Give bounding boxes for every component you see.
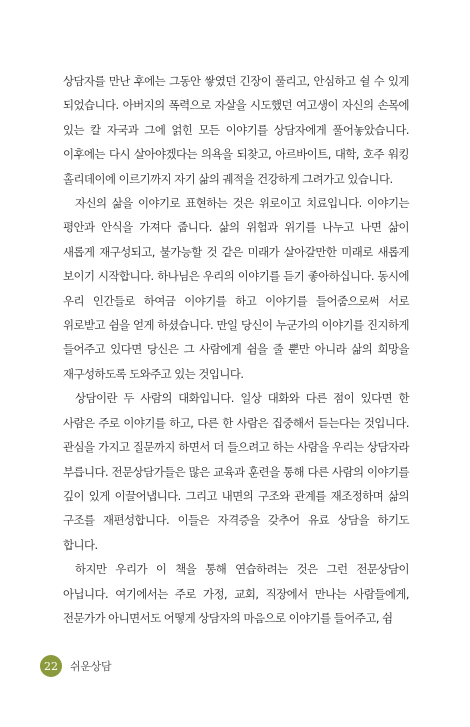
- paragraph-4: 하지만 우리가 이 책을 통해 연습하려는 것은 그런 전문상담이 아닙니다. 여기에서는 주로 가정, 교회, 직장에서 만나는 사람들에게, 전문가가 아니면서도 어떻게 상담자의 마음으로 이야기를 들어주고, 쉼: [63, 562, 409, 625]
- page-body: [63, 69, 409, 630]
- paragraph-1: 상담자를 만난 후에는 그동안 쌓였던 긴장이 풀리고, 안심하고 쉴 수 있게 되었습니다. 아버지의 폭력으로 자살을 시도했던 여고생이 자신의 손목에 있는 칼 자국과 그에 얽힌 모든 이야기를 상담자에게 풀어놓았습니다. 이후에는 다시 살아야겠다는 의욕을 되찾고, 아르바이트, 대학, 호주 워킹 홀리데이에 이르기까지 자기 삶의 궤적을 건강하게 그려가고 있습니다.: [63, 74, 409, 186]
- page-number-badge: 22: [40, 655, 62, 677]
- paragraph-2: 자신의 삶을 이야기로 표현하는 것은 위로이고 치료입니다. 이야기는 평안과 안식을 가져다 줍니다. 삶의 위험과 위기를 나누고 나면 삶이 새롭게 재구성되고, 불가능할 것 같은 미래가 살아갈만한 미래로 새롭게 보이기 시작합니다. 하나님은 우리의 이야기를 듣기 좋아하십니다. 동시에 우리 인간들로 하여금 이야기를 하고 이야기를 들어줌으로써 서로 위로받고 쉼을 얻게 하셨습니다. 만일 당신이 누군가의 이야기를 진지하게 들어주고 있다면 당신은 그 사람에게 쉼을 줄 뿐만 아니라 삶의 희망을 재구성하도록 도와주고 있는 것입니다.: [63, 196, 409, 381]
- paragraph-3: 상담이란 두 사람의 대화입니다. 일상 대화와 다른 점이 있다면 한 사람은 주로 이야기를 하고, 다른 한 사람은 집중해서 듣는다는 것입니다. 관심을 가지고 질문까지 하면서 더 들으려고 하는 사람을 우리는 상담자라 부릅니다. 전문상담가들은 많은 교육과 훈련을 통해 다른 사람의 이야기를 깊이 있게 이끌어냅니다. 그리고 내면의 구조와 관계를 재조정하며 삶의 구조를 재편성합니다. 이들은 자격증을 갖추어 유료 상담을 하기도 합니다.: [63, 391, 409, 552]
- page-footer: [40, 655, 111, 677]
- running-title: 쉬운상담: [70, 660, 112, 673]
